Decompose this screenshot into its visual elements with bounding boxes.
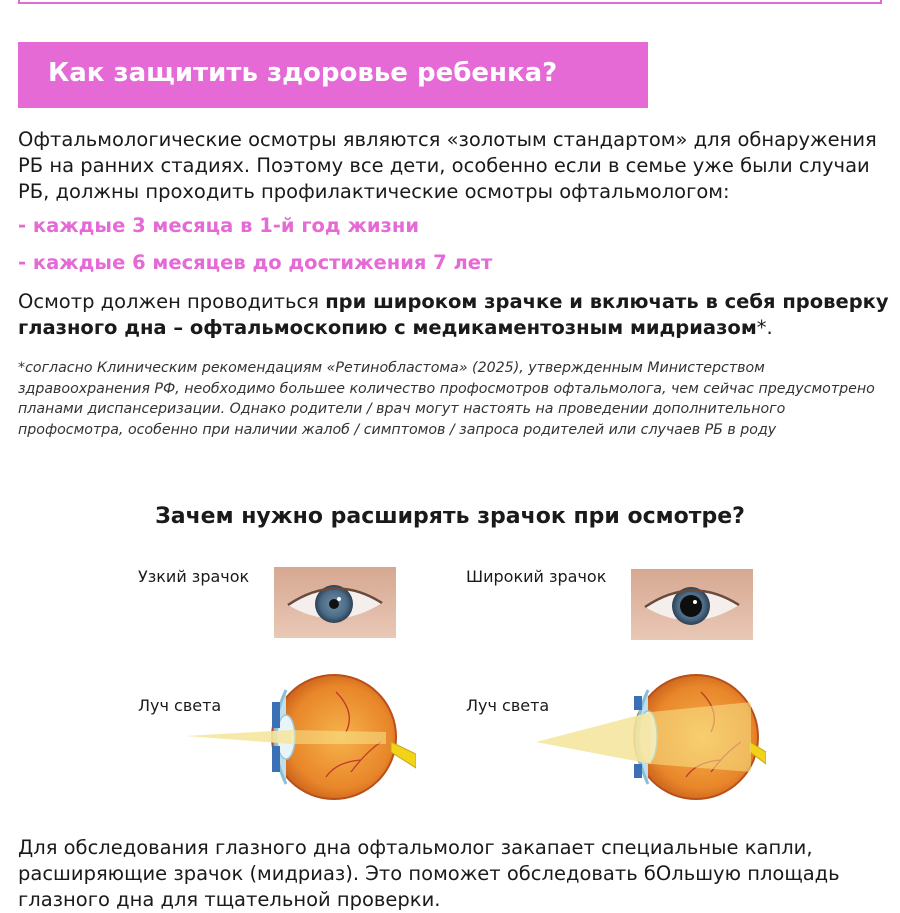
intro-paragraph: Офтальмологические осмотры являются «золотым стандартом» для обнаружения РБ на ранних стадиях. Поэтому все дети, особенно если в семье уже были случаи РБ, должны проходить профилактические осмотры офтальмологом: [18,128,877,203]
schedule-item-until-seven: - каждые 6 месяцев до достижения 7 лет [18,251,493,274]
narrow-pupil-eye-diagram [186,672,416,802]
dilation-explanation: Для обследования глазного дна офтальмолог закапает специальные капли, расширяющие зрачок (мидриаз). Это поможет обследовать бОльшую площадь глазного дна для тщательной проверки. [18,836,840,911]
light-ray-label-left: Луч света [138,696,222,715]
narrow-pupil-photo [274,567,396,638]
wide-pupil-photo [631,569,753,640]
schedule-item-first-year: - каждые 3 месяца в 1-й год жизни [18,214,419,237]
wide-pupil-eye-diagram [536,672,766,802]
exam-paragraph [18,289,893,341]
wide-pupil-label: Широкий зрачок [466,567,607,586]
exam-lead-text: Осмотр должен проводиться [18,290,326,313]
banner-title: Как защитить здоровье ребенка? [48,58,558,88]
exam-bold-text: при широком зрачке и включать в себя проверку глазного дна – офтальмоскопию с медикаментозным мидриазом [18,290,889,339]
narrow-pupil-label: Узкий зрачок [138,567,250,586]
exam-tail-text: *. [756,316,773,339]
section-banner [18,42,648,108]
footnote: *согласно Клиническим рекомендациям «Ретинобластома» (2025), утвержденным Министерством здравоохранения РФ, необходимо большее количество профосмотров офтальмолога, чем сейчас предусмотрено планами диспансеризации. Однако родители / врач могут настоять на проведении дополнительного профосмотра, особенно при наличии жалоб / симптомов / запроса родителей или случаев РБ в роду [18,360,875,438]
light-ray-label-right: Луч света [466,696,550,715]
top-frame-border [18,0,882,4]
pupil-section-title: Зачем нужно расширять зрачок при осмотре? [155,504,745,529]
